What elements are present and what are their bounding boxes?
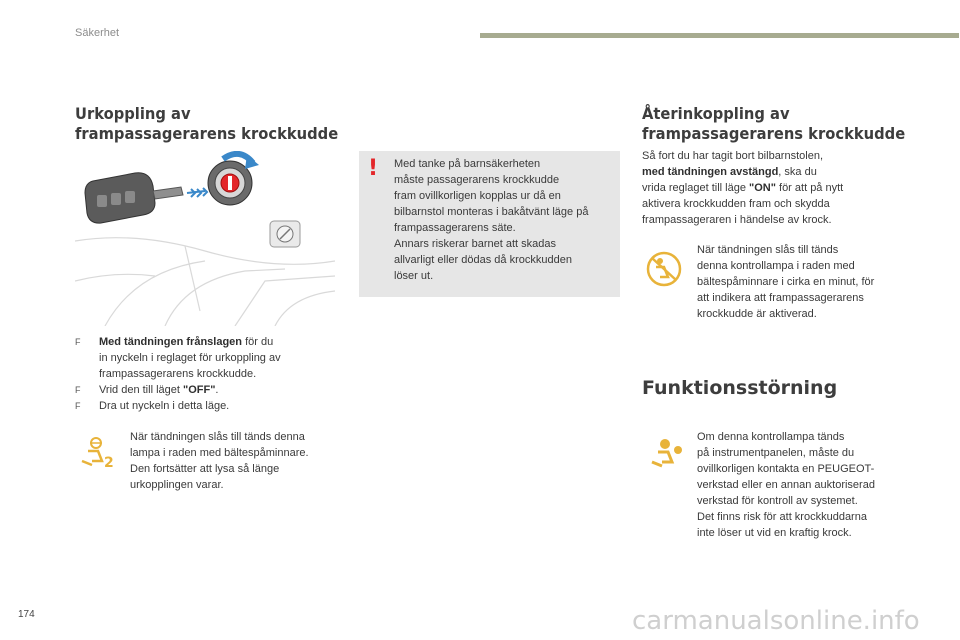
text: Dra ut nyckeln i detta läge. <box>99 400 230 412</box>
instruction-1-cont <box>75 350 345 366</box>
warning-line: allvarligt eller dödas då krockkudden <box>394 254 572 266</box>
warning-line: bilbarnstol monteras i bakåtvänt läge på <box>394 206 589 218</box>
left-title-line2: frampassagerarens krockkudde <box>75 124 339 143</box>
page-number: 174 <box>18 609 35 620</box>
note-line: urkopplingen varar. <box>130 479 224 491</box>
bullet-marker: F <box>75 401 81 411</box>
bold-text: "OFF" <box>182 384 216 396</box>
instruction-1-cont2 <box>75 366 345 382</box>
note-line: denna kontrollampa i raden med <box>697 260 855 272</box>
text: Vrid den till läget <box>99 384 183 396</box>
instruction-2 <box>75 382 345 398</box>
note-line: När tändningen slås till tänds denna <box>130 431 305 443</box>
left-lamp-note <box>130 429 350 493</box>
malfunction-note <box>697 429 912 541</box>
warning-text <box>394 156 618 284</box>
text: frampassagerarens krockkudde. <box>99 368 257 380</box>
airbag-fault-icon <box>650 436 686 472</box>
airbag-on-icon <box>644 250 684 288</box>
left-title-line1: Urkoppling av <box>75 104 191 123</box>
para-line: Så fort du har tagit bort bilbarnstolen, <box>642 150 823 162</box>
section-label: Säkerhet <box>75 27 120 39</box>
malfunction-title: Funktionsstörning <box>642 377 838 399</box>
text: vrida reglaget till läge <box>642 182 750 194</box>
warning-icon: ! <box>368 156 379 181</box>
bullet-marker: F <box>75 337 81 347</box>
para-line <box>642 180 902 196</box>
text: in nyckeln i reglaget för urkoppling av <box>99 352 281 364</box>
note-line: att indikera att frampassagerarens <box>697 292 864 304</box>
note-line: Den fortsätter att lysa så länge <box>130 463 280 475</box>
note-line: inte löser ut vid en kraftig krock. <box>697 527 852 539</box>
key-switch-illustration <box>75 151 335 326</box>
note-line: bältespåminnare i cirka en minut, för <box>697 276 875 288</box>
airbag-switch <box>270 221 300 247</box>
bullet-marker: F <box>75 385 81 395</box>
para-line: frampassageraren i händelse av krock. <box>642 214 832 226</box>
text: för att på nytt <box>775 182 844 194</box>
bold-text: Med tändningen frånslagen <box>99 336 243 348</box>
bold-text: "ON" <box>749 182 776 194</box>
warning-line: fram ovillkorligen kopplas ur då en <box>394 190 561 202</box>
bold-text: med tändningen avstängd <box>642 166 779 178</box>
svg-text:2: 2 <box>104 455 114 471</box>
note-line: ovillkorligen kontakta en PEUGEOT- <box>697 463 875 475</box>
warning-line: löser ut. <box>394 270 434 282</box>
note-line: När tändningen slås till tänds <box>697 244 839 256</box>
warning-line: Med tanke på barnsäkerheten <box>394 158 541 170</box>
right-paragraph <box>642 148 902 228</box>
header-bar <box>480 33 959 38</box>
text: , ska du <box>778 166 817 178</box>
airbag-off-icon <box>78 435 118 471</box>
para-line <box>642 164 902 180</box>
key-icon <box>85 173 183 223</box>
warning-line: Annars riskerar barnet att skadas <box>394 238 557 250</box>
text: . <box>215 384 219 396</box>
note-line: Om denna kontrollampa tänds <box>697 431 845 443</box>
note-line: på instrumentpanelen, måste du <box>697 447 855 459</box>
right-lamp-note <box>697 242 907 322</box>
watermark: carmanualsonline.info <box>632 606 920 636</box>
note-line: Det finns risk för att krockkuddarna <box>697 511 867 523</box>
note-line: krockkudde är aktiverad. <box>697 308 817 320</box>
note-line: lampa i raden med bältespåminnare. <box>130 447 309 459</box>
warning-line: måste passagerarens krockkudde <box>394 174 560 186</box>
right-title-line1: Återinkoppling av <box>642 104 790 123</box>
para-line: aktivera krockkudden fram och skydda <box>642 198 830 210</box>
note-line: verkstad eller en annan auktoriserad <box>697 479 875 491</box>
note-line: verkstad för kontroll av systemet. <box>697 495 858 507</box>
warning-line: frampassagerarens säte. <box>394 222 516 234</box>
left-instructions <box>75 334 345 414</box>
instruction-1 <box>75 334 345 350</box>
instruction-3 <box>75 398 345 414</box>
right-title-line2: frampassagerarens krockkudde <box>642 124 906 143</box>
text: för du <box>242 336 274 348</box>
